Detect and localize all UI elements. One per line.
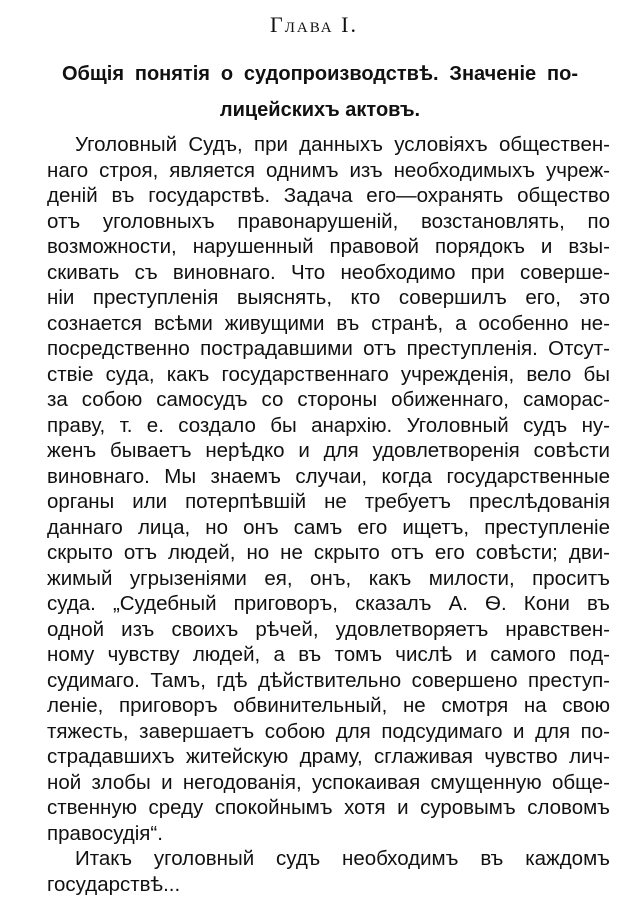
section-title-line: Общія понятія о судопроизводствѣ. Значеніе по-: [62, 56, 578, 92]
paragraph-1-line: возможности, нарушенный правовой порядокъ и взы-: [47, 234, 610, 260]
paragraph-1-line: отъ уголовныхъ правонарушеній, возстановлять, по: [47, 209, 610, 235]
section-title: [62, 56, 578, 128]
paragraph-1-line: ніи преступленія выяснять, кто совершилъ его, это: [47, 285, 610, 311]
section-title-line: лицейскихъ актовъ.: [62, 92, 578, 128]
paragraph-1-line: ному чувству людей, а въ томъ числѣ и самого под-: [47, 642, 610, 668]
paragraph-1-line: даннаго лица, но онъ самъ его ищетъ, преступленіе: [47, 515, 610, 541]
paragraph-1-line: деній въ государствѣ. Задача его—охранять общество: [47, 183, 610, 209]
paragraph-1-line: органы или потерпѣвшій не требуетъ преслѣдованія: [47, 489, 610, 515]
paragraph-1-line: леніе, приговоръ обвинительный, не смотря на свою: [47, 693, 610, 719]
paragraph-1-line: одной изъ своихъ рѣчей, удовлетворяетъ нравствен-: [47, 617, 610, 643]
paragraph-2-line: государствѣ...: [47, 872, 610, 897]
paragraph-1-line: женъ бываетъ нерѣдко и для удовлетворенія совѣсти: [47, 438, 610, 464]
paragraph-1-line: за собою самосудъ со стороны обиженнаго, саморас-: [47, 387, 610, 413]
paragraph-1-line: скрыто отъ людей, но не скрыто отъ его совѣсти; дви-: [47, 540, 610, 566]
paragraph-1-line: суда. „Судебный приговоръ, сказалъ А. Ѳ. Кони въ: [47, 591, 610, 617]
paragraph-1-line: скивать съ виновнаго. Что необходимо при соверше-: [47, 260, 610, 286]
paragraph-1-line: сознается всѣми живущими въ странѣ, а особенно не-: [47, 311, 610, 337]
paragraph-1-line: посредственно пострадавшими отъ преступленія. Отсут-: [47, 336, 610, 362]
paragraph-1-line: праву, т. е. создало бы анархію. Уголовный судъ ну-: [47, 413, 610, 439]
paragraph-1-line: ствіе суда, какъ государственнаго учрежденія, вело бы: [47, 362, 610, 388]
paragraph-2-line: Итакъ уголовный судъ необходимъ въ каждомъ: [47, 846, 610, 872]
paragraph-1-line: тяжесть, завершаетъ собою для подсудимаго и для по-: [47, 719, 610, 745]
paragraph-1-line: Уголовный Судъ, при данныхъ условіяхъ обществен-: [47, 132, 610, 158]
paragraph-1-line: виновнаго. Мы знаемъ случаи, когда государственные: [47, 464, 610, 490]
paragraph-1-line: правосудія“.: [47, 821, 610, 847]
paragraph-1-line: ственную среду спокойнымъ хотя и суровымъ словомъ: [47, 795, 610, 821]
paragraph-1-line: наго строя, является однимъ изъ необходимыхъ учреж-: [47, 158, 610, 184]
body-text: [47, 132, 610, 897]
paragraph-1-line: жимый угрызеніями ея, онъ, какъ милости, проситъ: [47, 566, 610, 592]
paragraph-1-line: судимаго. Тамъ, гдѣ дѣйствительно совершено преступ-: [47, 668, 610, 694]
paragraph-1-line: ной злобы и негодованія, успокаивая смущенную обще-: [47, 770, 610, 796]
paragraph-1-line: страдавшихъ житейскую драму, сглаживая чувство лич-: [47, 744, 610, 770]
chapter-heading: Глава I.: [0, 12, 628, 38]
